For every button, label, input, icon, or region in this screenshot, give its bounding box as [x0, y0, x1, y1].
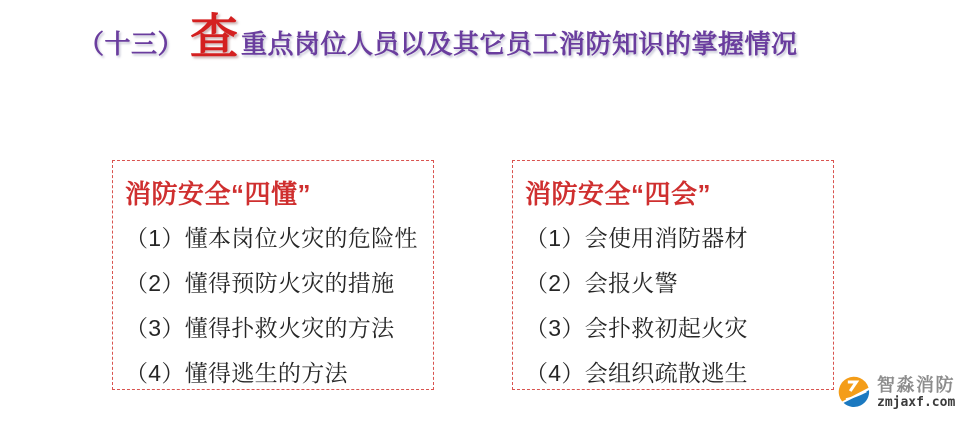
list-item: （4）懂得逃生的方法 [125, 360, 348, 386]
logo-brand-name: 智淼消防 [877, 375, 955, 395]
list-item: （4）会组织疏散逃生 [525, 360, 748, 386]
list-item: （3）懂得扑救火灾的方法 [125, 315, 395, 341]
list-item: （2）懂得预防火灾的措施 [125, 270, 395, 296]
list-item: （3）会扑救初起火灾 [525, 315, 748, 341]
four-abilities-box [512, 160, 834, 390]
list-item: （1）会使用消防器材 [525, 225, 748, 251]
four-understandings-box [112, 160, 434, 390]
list-item: （2）会报火警 [525, 270, 678, 296]
title-section-number: （十三） [78, 29, 185, 59]
slide-title [78, 11, 798, 64]
logo-text-block [877, 373, 955, 409]
logo-domain: zmjaxf.com [877, 395, 956, 410]
zhimiao-logo [835, 373, 955, 411]
title-text: 重点岗位人员以及其它员工消防知识的掌握情况 [241, 29, 798, 59]
title-highlight-char: 查 [190, 11, 239, 64]
box-header-four-understandings: 消防安全“四懂” [125, 179, 312, 209]
zhimiao-swoosh-circle-icon [835, 373, 873, 411]
box-header-four-abilities: 消防安全“四会” [525, 179, 712, 209]
list-item: （1）懂本岗位火灾的危险性 [125, 225, 418, 251]
